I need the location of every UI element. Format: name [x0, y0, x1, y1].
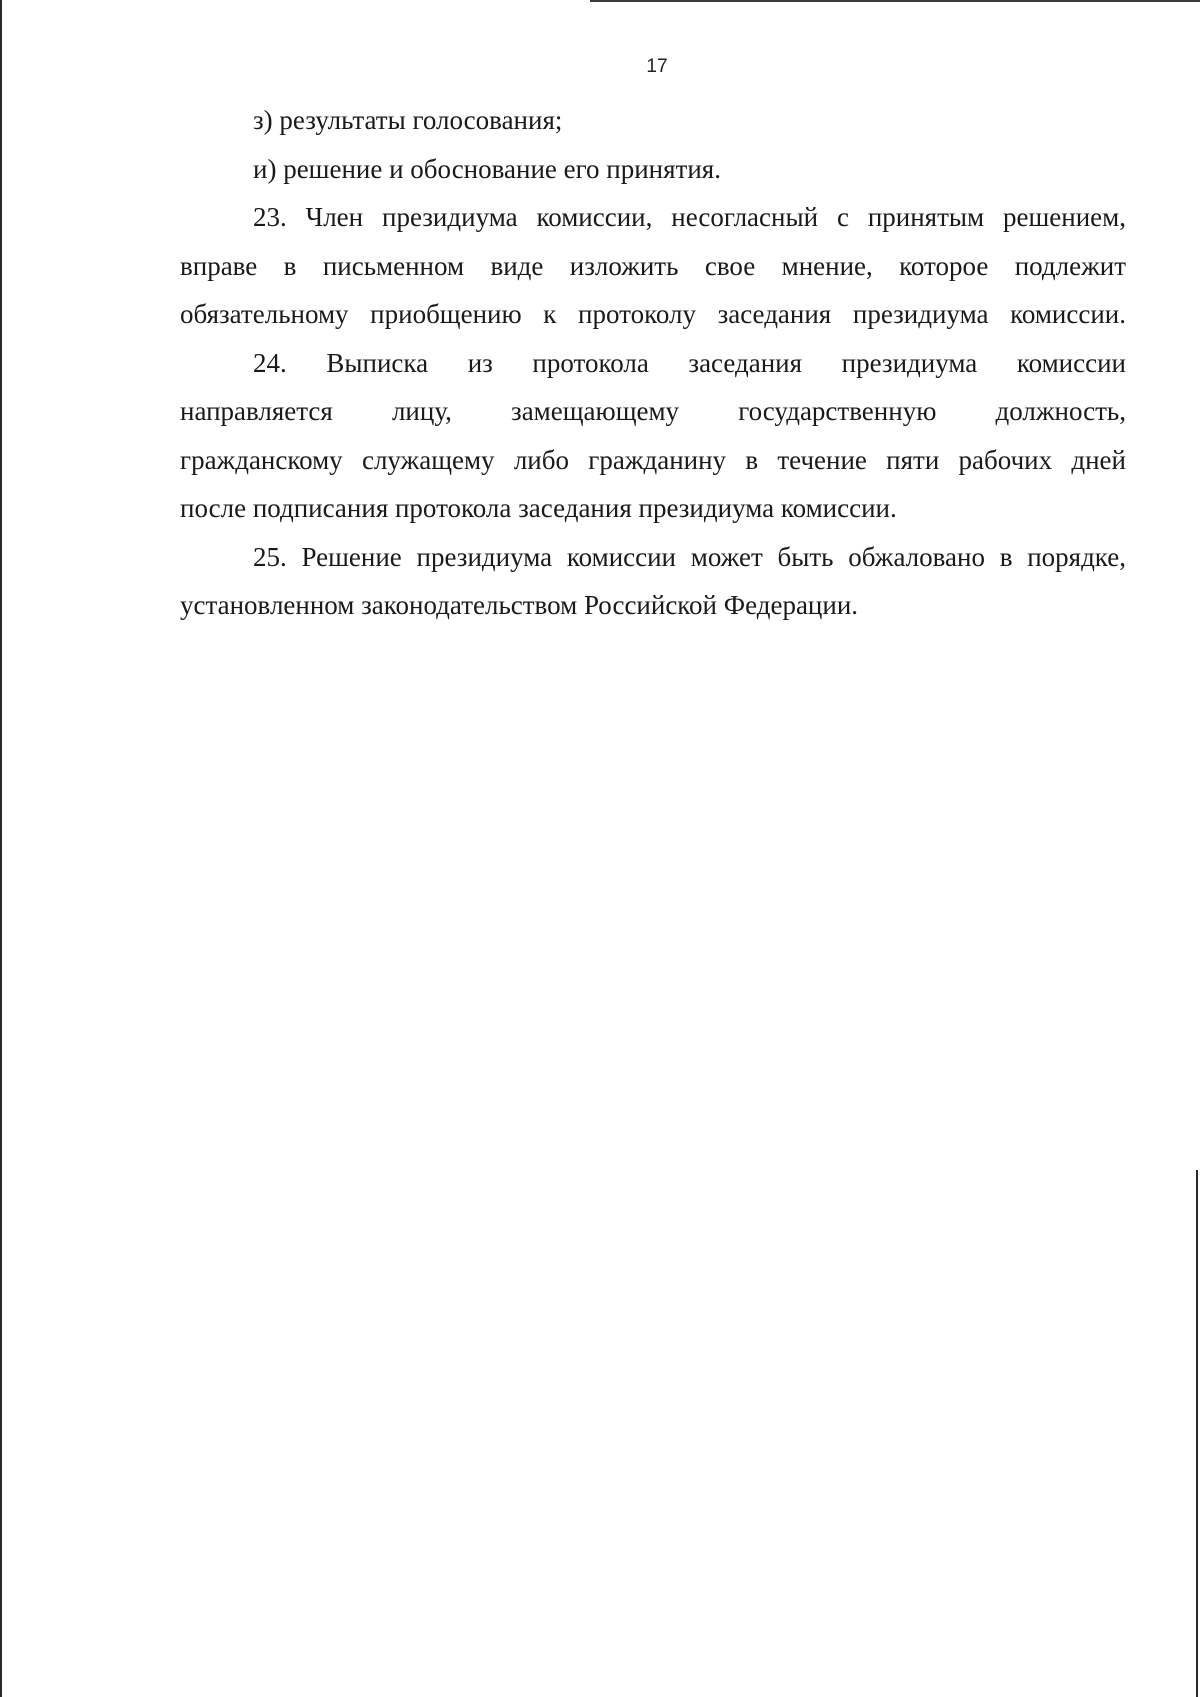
scan-edge-right [1196, 1170, 1198, 1697]
list-item-z: з) результаты голосования; [253, 105, 563, 135]
paragraph-24-line-3: гражданскому служащему либо гражданину в течение пяти рабочих дней [180, 444, 1126, 475]
page-number: 17 [646, 56, 668, 77]
paragraph-25-line-2: установленном законодательством Российской Федерации. [180, 590, 859, 620]
scan-edge-left [0, 0, 2, 1697]
scan-edge-top [590, 0, 1200, 2]
paragraph-24 [180, 339, 1126, 533]
paragraph-24-line-1: 24. Выписка из протокола заседания президиума комиссии [253, 347, 1126, 378]
paragraph-23-line-2: вправе в письменном виде изложить свое мнение, которое подлежит [180, 250, 1126, 281]
paragraph-24-line-4: после подписания протокола заседания президиума комиссии. [180, 493, 897, 523]
paragraph-23 [180, 193, 1126, 339]
paragraph-24-line-2: направляется лицу, замещающему государственную должность, [180, 396, 1126, 426]
paragraph-23-line-3: обязательному приобщению к протоколу заседания президиума комиссии. [180, 299, 1126, 329]
document-body [180, 96, 1126, 630]
list-item-i: и) решение и обоснование его принятия. [253, 153, 721, 184]
paragraph-23-line-1: 23. Член президиума комиссии, несогласный с принятым решением, [253, 202, 1126, 232]
paragraph-25 [180, 533, 1126, 630]
paragraph-25-line-1: 25. Решение президиума комиссии может быть обжаловано в порядке, [253, 541, 1126, 572]
